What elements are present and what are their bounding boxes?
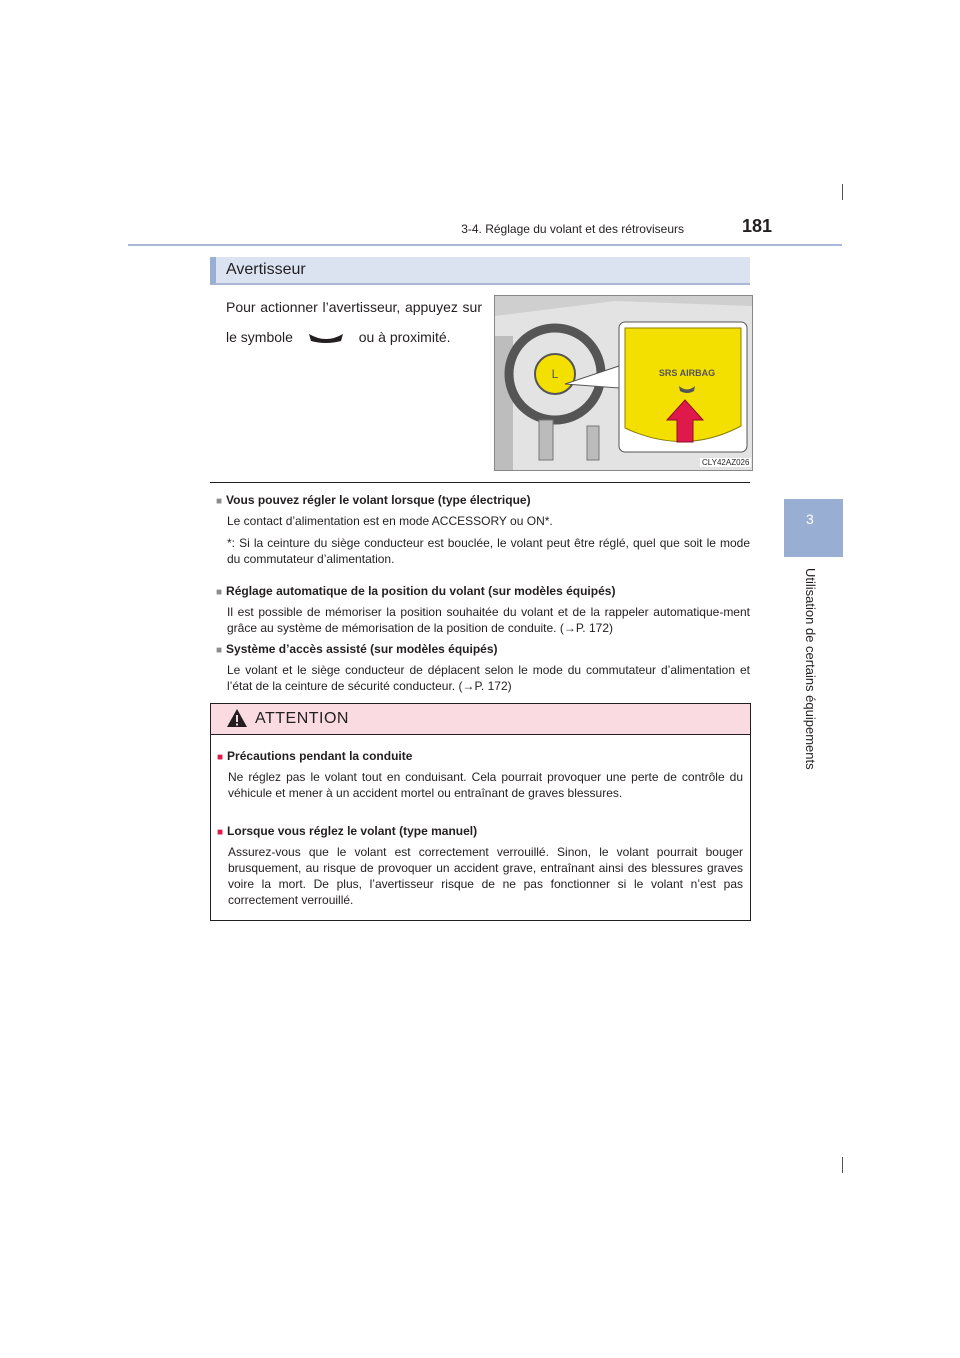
attention-item-driving bbox=[217, 748, 743, 801]
svg-text:L: L bbox=[551, 367, 559, 381]
intro-paragraph bbox=[226, 292, 482, 352]
crop-mark bbox=[842, 184, 843, 200]
note-body: Il est possible de mémoriser la position souhaitée du volant et de la rappeler automatique-ment grâce au système de mémorisation de la position de conduite. (→P. 172) bbox=[227, 605, 750, 635]
steering-wheel-illustration bbox=[494, 295, 753, 471]
chapter-number: 3 bbox=[806, 511, 814, 527]
attention-item-body: Assurez-vous que le volant est correctement verrouillé. Sinon, le volant pourrait bouger brusquement, au risque de provoquer un accident grave, entraînant ainsi des blessures graves voire la mort. De plus, l’avertisseur risque de ne pas fonctionner si le volant n’est pas correctement verrouillé. bbox=[228, 845, 743, 907]
warning-icon bbox=[226, 708, 248, 728]
figure-code: CLY42AZ026 bbox=[702, 458, 750, 467]
attention-header bbox=[211, 704, 750, 735]
chapter-header-title: 3-4. Réglage du volant et des rétroviseurs bbox=[461, 222, 684, 236]
intro-text-part2: ou à proximité. bbox=[358, 329, 451, 345]
section-title: Avertisseur bbox=[226, 261, 306, 278]
attention-item-heading: ■ Précautions pendant la conduite bbox=[217, 748, 743, 766]
chapter-tab bbox=[784, 499, 843, 557]
section-divider bbox=[210, 482, 750, 483]
attention-title: ATTENTION bbox=[255, 710, 349, 727]
note-assisted-access bbox=[216, 641, 750, 694]
attention-box bbox=[210, 703, 751, 921]
note-electric-adjustment bbox=[216, 492, 750, 567]
note-heading: ■ Réglage automatique de la position du volant (sur modèles équipés) bbox=[216, 583, 750, 601]
chapter-side-title: Utilisation de certains équipements bbox=[803, 568, 818, 770]
note-body: Le volant et le siège conducteur de déplacent selon le mode du commutateur d’alimentation et l’état de la ceinture de sécurité conducteur. (→P. 172) bbox=[227, 663, 750, 693]
header-rule bbox=[128, 244, 842, 246]
intro-text-part1: Pour actionner l’avertisseur, appuyez sur le symbole bbox=[226, 299, 482, 345]
note-auto-position bbox=[216, 583, 750, 636]
attention-item-body: Ne réglez pas le volant tout en conduisant. Cela pourrait provoquer une perte de contrôle du véhicule et mener à un accident mortel ou entraînant de graves blessures. bbox=[228, 770, 743, 800]
horn-icon bbox=[307, 332, 345, 344]
note-heading: ■ Vous pouvez régler le volant lorsque (type électrique) bbox=[216, 492, 750, 510]
airbag-label: SRS AIRBAG bbox=[658, 368, 716, 378]
attention-item-manual bbox=[217, 823, 743, 908]
section-heading bbox=[210, 257, 750, 285]
attention-item-heading: ■ Lorsque vous réglez le volant (type manuel) bbox=[217, 823, 743, 841]
illustration-drawing bbox=[495, 296, 752, 470]
crop-mark bbox=[842, 1157, 843, 1173]
note-body: Le contact d’alimentation est en mode ACCESSORY ou ON*. bbox=[227, 514, 553, 528]
page-number: 181 bbox=[742, 216, 773, 236]
note-footnote: *: Si la ceinture du siège conducteur est bouclée, le volant peut être réglé, quel que soit le mode du commutateur d’alimentation. bbox=[227, 536, 750, 566]
note-heading: ■ Système d’accès assisté (sur modèles équipés) bbox=[216, 641, 750, 659]
